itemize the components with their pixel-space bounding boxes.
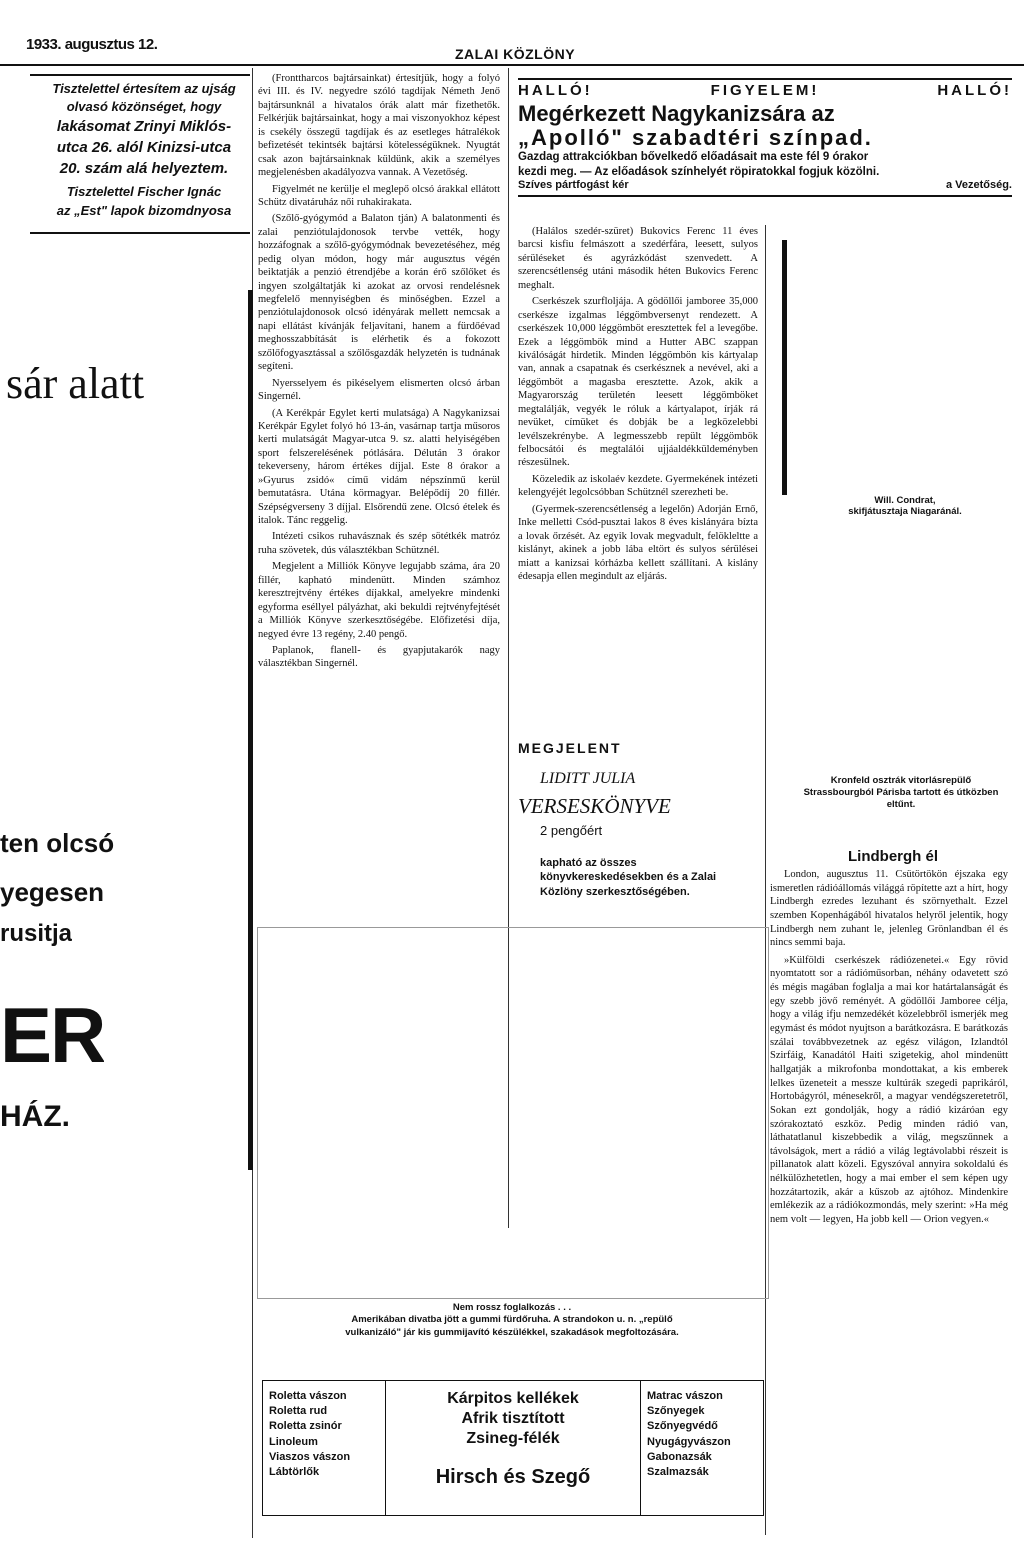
firm-name: Hirsch és Szegő <box>435 1466 591 1488</box>
product-item: Viaszos vászon <box>269 1450 351 1463</box>
caption-title: Nem rossz foglalkozás . . . <box>452 1302 572 1313</box>
photo-kronfeld <box>793 555 1013 770</box>
address-notice <box>40 80 248 220</box>
ad-sign-left: Szíves pártfogást kér <box>518 179 629 192</box>
newspaper-title: ZALAI KÖZLÖNY <box>455 46 576 62</box>
book-author: LIDITT JULIA <box>540 770 636 787</box>
caption-line: vulkanizáló" jár kis gummijavító készülékkel, szakadások megfoltozására. <box>345 1326 679 1338</box>
caption-line: Kronfeld osztrák vitorlásrepülő <box>830 775 972 786</box>
header-rule <box>0 64 1024 66</box>
product-item: Gabonazsák <box>647 1450 712 1463</box>
product-item: Roletta rud <box>269 1405 328 1418</box>
news-item: (Szőlő-gyógymód a Balaton tján) A balatonmenti és zalai penziótulajdonosok tervbe vették, hogy hozzáfognak a szőlő-gyógymódnak bevezetéséhez, még pedig olyan módon, hogy már augusztus végén beiktatják a penzió étrendjébe a korán érő szőlőket és ingyen szolgáltatják ki azokat az orvosi rendelésnek megfelelő mennyiségben és minőségben. Ezzel a penziótulajdonosok olcsó idényárak mellett nemcsak a napi ellátást kívánják feljavítani, hanem a fürdőévad meghosszabbítását is elérhetik és a fokozott szőlőfogyasztással a szőlősgazdák helyzetén is tudnának segíteni. <box>258 213 500 373</box>
news-column-3 <box>518 225 758 586</box>
news-item: Paplanok, flanell- és gyapjutakarók nagy választékban Singernél. <box>258 644 500 670</box>
announcement-heading: MEGJELENT <box>518 740 622 756</box>
cut-ad-text-2: ten olcsó <box>0 828 115 858</box>
ad-line: Afrik tisztított <box>461 1410 565 1427</box>
caption-line: skifjátusztaja Niagaránál. <box>848 506 962 518</box>
cut-ad-text-4: rusitja <box>0 920 73 947</box>
header-date: 1933. augusztus 12. <box>26 36 158 53</box>
ad-body: Gazdag attrakciókban bővelkedő előadásait ma este fél 9 órakor <box>518 151 869 164</box>
ad-line: Kárpitos kellékek <box>447 1390 579 1407</box>
notice-line: utca 26. alól Kinizsi-utca <box>56 139 232 157</box>
notice-rule-bottom <box>30 232 250 234</box>
news-column-4 <box>770 868 1008 1231</box>
ad-body-2: kezdi meg. — Az előadások színhelyét röpiratokkal fogjuk közölni. <box>518 165 880 178</box>
cut-ad-text-3: yegesen <box>0 877 105 907</box>
hirsch-szego-ad <box>262 1380 764 1516</box>
news-item: Intézeti csikos ruhavásznak és szép sötétkék matróz ruha szövetek, dús választékban Schütznél. <box>258 531 500 556</box>
ad-center <box>385 1381 641 1515</box>
apollo-theatre-ad <box>518 78 1012 197</box>
ad-headline-2: „Apolló" szabadtéri színpad. <box>518 125 873 151</box>
news-item: London, augusztus 11. Csütörtökön éjszaka egy ismeretlen rádióállomás világgá röpítette azt a hírt, hogy Lindbergh ezredes lezuhant és szörnyethalt. Ezzel szemben Kopenhágából hivatalos helyről jelentik, hogy Lindbergh nem zuhant le, jelenleg Grönlandban él és nincs semmi baja. <box>770 869 1008 949</box>
lindbergh-headline: Lindbergh él <box>848 848 938 865</box>
product-item: Lábtörlők <box>269 1465 320 1478</box>
cut-ad-text-1: sár alatt <box>6 359 145 408</box>
book-availability: kapható az összes könyvkereskedésekben és a Zalai Közlöny szerkesztőségében. <box>540 857 717 898</box>
photo-condrat <box>793 225 1013 520</box>
photo-caption-condrat <box>800 495 1010 518</box>
notice-line: olvasó közönséget, hogy <box>66 99 222 115</box>
news-item: Cserkészek szurfloljája. A gödöllői jamboree 35,000 cserkésze izgalmas léggömbversenyt rendezett. A cserkészek 10,000 léggömböt eresztettek fel a levegőbe. Ezek a léggömbök mind a Hutter ABC szappan kiválóságát hirdetik. Minden léggömbön kis kártyalap van, annak a csapatnak és cserkésznek a nevével, aki a léggömböt a magasba eresztette. Azok, akik a Magyarország területén leesett léggömböket megtalálják, vegyék le róluk a kártyalapot, írják rá nevüket, címüket és dobják be a legközelebbi levélszekrénybe. A legmesszebb repült léggömbök felbocsátói és megtalálói ujjáaldékküldeményben részesülnek. <box>518 296 758 469</box>
product-item: Szőnyegvédő <box>647 1420 718 1433</box>
ad-product-list-right <box>641 1381 763 1515</box>
vertical-bar-left <box>248 290 253 1170</box>
photo-caption-kronfeld <box>790 775 1012 811</box>
caption-line: Amerikában divatba jött a gummi fürdőruha. A strandokon u. n. „repülő <box>351 1314 673 1326</box>
news-item: Megjelent a Milliók Könyve legujabb száma, ára 20 fillér, kapható mindenütt. Minden számhoz keresztrejtvény értékes díjakkal, amelyekre mindenki egyforma eséllyel pályázhat, aki bekuldi rejtvényfejtését a Milliók Könyve szerkesztőségébe. Előfizetési díja, negyed évre 13 regény, 2.40 pengő. <box>258 561 500 640</box>
notice-signature: Tisztelettel Fischer Ignác <box>66 184 222 200</box>
product-item: Roletta vászon <box>269 1390 347 1402</box>
ad-headline: Megérkezett Nagykanizsára az <box>518 101 835 126</box>
ad-line: Zsineg-félék <box>466 1430 560 1447</box>
book-price: 2 pengőért <box>540 823 603 838</box>
product-item: Nyugágyvászon <box>647 1435 731 1448</box>
vertical-bar-right <box>782 240 787 495</box>
ad-hallo-left: HALLÓ! <box>518 82 593 99</box>
cut-ad-text-5: ER <box>0 991 105 1079</box>
product-item: Roletta zsinór <box>269 1420 342 1433</box>
ad-figyelem: FIGYELEM! <box>710 82 820 99</box>
ad-hallo-right: HALLÓ! <box>937 82 1012 99</box>
book-title: VERSESKÖNYVE <box>518 794 671 818</box>
caption-line: Strassbourgból Párisba tartott és útközben <box>803 786 999 798</box>
caption-line: Will. Condrat, <box>874 495 936 506</box>
cut-ad-text-6: HÁZ. <box>0 1100 70 1133</box>
product-item: Szőnyegek <box>647 1405 705 1418</box>
notice-line: Tisztelettel értesítem az ujság <box>52 81 236 96</box>
news-column-2 <box>258 72 500 674</box>
news-item: Figyelmét ne kerülje el meglepő olcsó árakkal ellátott Schütz divatáruház női ruhakirakata. <box>258 183 500 208</box>
news-item: (A Kerékpár Egylet kerti mulatsága) A Nagykanizsai Kerékpár Egylet folyó hó 13-án, vasárnap tartja műsoros kerti mulatságát Magyar-utca 9. sz. alatti helyiségében sport felszerelésének pótlására. Délután 3 órakor tekeverseny, három értékes díjjal. Este 8 órakor a »Gyurus zsidó« című vidám népszínmű kerül bemutatásra. Utána körmagyar. Belépődíj 20 fillér. Szépségverseny 3 díjjal. Elsőrendű zene. Olcsó ételek és italok. Tánc reggelig. <box>258 407 500 526</box>
notice-signature-sub: az „Est" lapok bizomdnyosa <box>56 202 232 218</box>
news-item: (Fronttharcos bajtársainkat) értesítjük, hogy a folyó évi III. és IV. negyedre szóló tagdíjak Németh Jenő bajtársunknál a hivatalos órák alatt már fizethetők. Felkérjük bajtársainkat, hogy a mai viszonyokhoz képest is csekély összegű tagdíjak és az esetleges hátralékok befizetését tekintsék bajtársi kötelességüknek. Nyugtát csak azon bajtársainknak küldünk, akik a személyes megjelenésben akadályozva vannak. A Vezetőség. <box>258 73 500 179</box>
photo-caption-swimsuit <box>257 1302 767 1339</box>
notice-line: 20. szám alá helyeztem. <box>59 160 229 178</box>
notice-rule-top <box>30 74 250 76</box>
news-item: Nyersselyem és pikéselyem elismerten olcsó árban Singernél. <box>258 377 500 403</box>
product-item: Linoleum <box>269 1435 318 1448</box>
ad-product-list-left <box>263 1381 385 1515</box>
caption-line: eltűnt. <box>886 798 916 810</box>
news-item: »Külföldi cserkészek rádiózenetei.« Egy rövid nyomtatott sor a rádióműsorban, néhány odavetett szó és mégis magában foglalja a mai kor határtalanságát és egy szebb jövő reményét. A gödöllői Jamboree célja, hogy a világ ifju nemzedékét közelebbről ismerjék meg egymást és módot nyujtson a barátkozásra. E barátkozás szálai továbbvezetnek az egész világon, Izlandtól Szirfáig, Kanadától Haiti szigetekig, ahol mindenütt hallgatják a mikrofonba mondottakat, a kis emberek lelkes üzeneteit a messze kultúrák szegedi paprikáról, Hortobágyról, ménesekről, a magyar vendégszeretetről, Sokan ezt gondolják, hogy a rádió kizáróan egy szórakoztató eszköz. Pedig minden rádió van, láthatatlanul kiszebbedik a világ, megszűnnek a távolságok, mert a rádió a világ legtávolabbi részeit is pillanatok alatt közeli. Egyszóval annyira sokoldalú és nélkülözhetetlen, hogy a mai ember el sem képen ugy hozzátartozik, akár a kűszob az ajtóhoz. Mindenkire emlékezik az a rádiókozmondás, mely szerint: »Ha még nem volt — legyen, Ha jobb kell — Orion vegyen.« <box>770 954 1008 1226</box>
news-item: (Gyermek-szerencsétlenség a legelőn) Adorján Ernő, Inke melletti Csód-pusztai lakos 8 éves kislányára bízta a lovak őrzését. Az egyik lovak megvadult, felökleltte a kislányt, akinek a jobb lába eltört és sulyos sérülései miatt a kanizsai kórházba kellett szállítani. A kislány édesapja ellen megindult az eljárás. <box>518 503 758 582</box>
product-item: Szalmazsák <box>647 1465 709 1478</box>
book-announcement <box>518 740 758 899</box>
news-item: (Halálos szedér-szüret) Bukovics Ferenc 11 éves barcsi kisfiu felmászott a szedérfára, leesett, sulyos sérüléseket és agyrázkódást szenvedett. A szerencsétlenség utáni második héten Bukovics Ferenc meghalt. <box>518 226 758 291</box>
notice-line: lakásomat Zrinyi Miklós- <box>56 118 232 136</box>
ad-sign-right: a Vezetőség. <box>945 179 1012 192</box>
news-item: Közeledik az iskolaév kezdete. Gyermekének intézeti kelengyéjét legolcsóbban Schütznél szerezheti be. <box>518 473 758 499</box>
product-item: Matrac vászon <box>647 1390 723 1402</box>
photo-rubber-swimsuit <box>257 927 769 1299</box>
